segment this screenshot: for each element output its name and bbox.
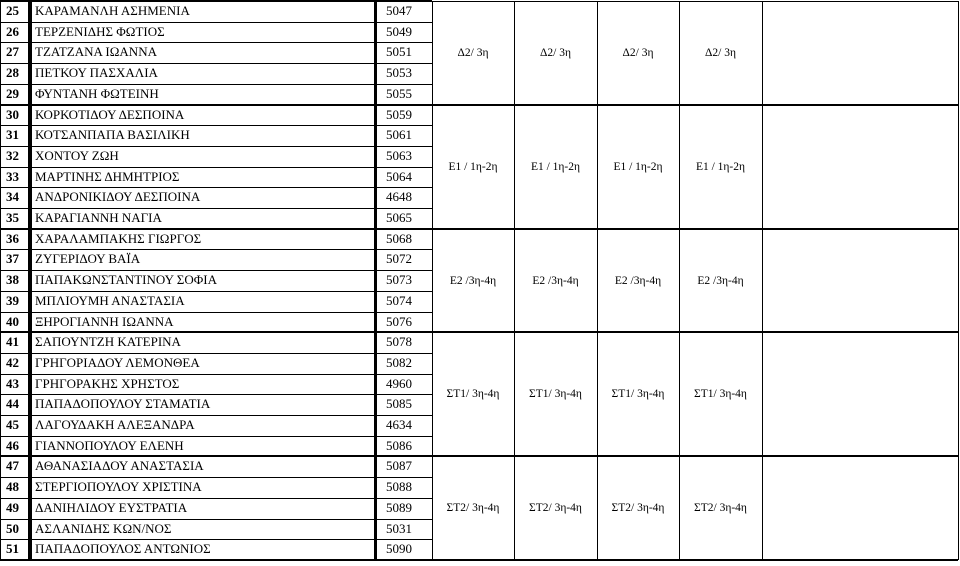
row-gridline [0,167,432,168]
col-gridline [514,1,515,560]
row-gridline [0,270,432,271]
row-number: 40 [6,313,19,329]
student-name: ΑΝΔΡΟΝΙΚΙΔΟΥ ΔΕΣΠΟΙΝΑ [35,189,201,205]
row-number: 46 [6,437,19,453]
row-gridline [0,455,432,457]
row-gridline [0,22,432,23]
row-gridline [0,331,432,333]
row-number: 43 [6,375,19,391]
row-number: 31 [6,127,19,143]
student-name: ΧΟΝΤΟΥ ΖΩΗ [35,147,119,163]
group-gridline [432,332,958,333]
row-number: 44 [6,396,19,412]
student-code: 5074 [386,292,412,308]
student-name: ΖΥΓΕΡΙΔΟΥ ΒΑΪΑ [35,251,141,267]
class-slot-cell: Ε2 /3η-4η [697,274,744,287]
student-name: ΑΘΑΝΑΣΙΑΔΟΥ ΑΝΑΣΤΑΣΙΑ [35,458,204,474]
col-gridline [679,1,680,560]
row-gridline [0,394,432,395]
student-name: ΛΑΓΟΥΔΑΚΗ ΑΛΕΞΑΝΔΡΑ [35,417,195,432]
class-slot-cell: Ε1 / 1η-2η [613,161,663,173]
student-name: ΞΗΡΟΓΙΑΝΝΗ ΙΩΑΝΝΑ [35,313,174,329]
student-code: 5063 [386,147,412,163]
student-code: 5073 [386,272,412,288]
group-gridline [432,559,958,561]
student-name: ΚΑΡΑΓΙΑΝΝΗ ΝΑΓΙΑ [35,210,162,225]
student-code: 5089 [386,499,412,515]
student-name: ΔΑΝΙΗΛΙΔΟΥ ΕΥΣΤΡΑΤΙΑ [35,499,188,515]
class-slot-cell: Δ2/ 3η [705,47,736,59]
student-name: ΣΑΠΟΥΝΤΖΗ ΚΑΤΕΡΙΝΑ [35,334,181,350]
student-code: 5088 [386,479,412,495]
row-number: 32 [6,147,19,163]
student-code: 5086 [386,437,412,453]
student-name: ΜΑΡΤΙΝΗΣ ΔΗΜΗΤΡΙΟΣ [35,168,180,184]
row-gridline [0,477,432,478]
row-number: 25 [6,3,19,18]
row-gridline [0,0,432,2]
group-gridline [432,105,958,106]
row-number: 51 [6,541,19,557]
student-code: 5068 [386,230,412,246]
class-slot-cell: Ε2 /3η-4η [614,274,662,287]
student-code: 5076 [386,313,412,329]
student-name: ΜΠΛΙΟΥΜΗ ΑΝΑΣΤΑΣΙΑ [35,292,185,308]
class-slot-cell: ΣΤ1/ 3η-4η [611,388,665,400]
class-slot-cell: Ε2 /3η-4η [449,274,497,287]
col-gridline [0,1,1,560]
row-number: 28 [6,65,19,81]
student-name: ΠΑΠΑΚΩΝΣΤΑΝΤΙΝΟΥ ΣΟΦΙΑ [35,272,217,288]
col-gridline [762,1,763,560]
col-gridline [958,1,959,560]
row-number: 30 [6,106,19,122]
student-name: ΠΑΠΑΔΟΠΟΥΛΟΥ ΣΤΑΜΑΤΙΑ [35,396,211,412]
row-gridline [0,125,432,126]
class-slot-cell: Ε1 / 1η-2η [530,161,581,173]
student-name: ΓΙΑΝΝΟΠΟΥΛΟΥ ΕΛΕΝΗ [35,437,184,453]
row-gridline [0,104,432,106]
col-gridline [597,1,598,560]
row-number: 42 [6,354,19,370]
row-number: 45 [6,417,19,432]
student-code: 5055 [386,85,412,101]
row-gridline [0,187,432,188]
row-number: 34 [6,189,19,205]
student-name: ΓΡΗΓΟΡΙΑΔΟΥ ΛΕΜΟΝΘΕΑ [35,354,200,370]
student-code: 4634 [386,417,412,432]
row-gridline [0,498,432,499]
student-name: ΠΑΠΑΔΟΠΟΥΛΟΣ ΑΝΤΩΝΙΟΣ [35,541,211,557]
row-gridline [0,84,432,85]
row-number: 48 [6,479,19,495]
class-slot-cell: ΣΤ2/ 3η-4η [446,502,500,514]
student-code: 5051 [386,44,412,60]
row-number: 38 [6,272,19,288]
student-code: 5047 [386,3,412,18]
row-gridline [0,291,432,292]
class-slot-cell: Δ2/ 3η [540,47,571,59]
row-number: 27 [6,44,19,60]
row-number: 29 [6,85,19,101]
row-number: 49 [6,499,19,515]
student-name: ΤΕΡΖΕΝΙΔΗΣ ΦΩΤΙΟΣ [35,23,165,39]
row-gridline [0,539,432,540]
row-gridline [0,42,432,43]
group-gridline [432,456,958,457]
student-name: ΤΖΑΤΖΑΝΑ ΙΩΑΝΝΑ [35,44,157,60]
row-gridline [0,146,432,147]
student-code: 4960 [386,375,412,391]
row-number: 47 [6,458,19,474]
row-number: 33 [6,168,19,184]
row-gridline [0,63,432,64]
student-code: 5064 [386,168,412,184]
student-code: 4648 [386,189,412,205]
student-code: 5078 [386,334,412,350]
class-slot-cell: Δ2/ 3η [622,47,654,59]
group-gridline [432,229,958,230]
class-slot-cell: ΣΤ2/ 3η-4η [694,502,747,514]
row-gridline [0,312,432,313]
row-number: 26 [6,23,19,39]
student-code: 5082 [386,354,412,370]
row-number: 35 [6,210,19,225]
row-gridline [0,228,432,230]
row-gridline [0,353,432,354]
row-gridline [0,436,432,437]
student-code: 5065 [386,210,412,225]
row-number: 37 [6,251,19,267]
class-slot-cell: Ε1 / 1η-2η [695,161,746,173]
row-number: 41 [6,334,19,350]
class-slot-cell: ΣΤ1/ 3η-4η [694,388,747,400]
student-name: ΣΤΕΡΓΙΟΠΟΥΛΟΥ ΧΡΙΣΤΙΝΑ [35,479,202,495]
student-name: ΚΑΡΑΜΑΝΛΗ ΑΣΗΜΕΝΙΑ [35,3,190,18]
row-gridline [0,519,432,520]
student-code: 5031 [386,520,412,536]
row-number: 50 [6,520,19,536]
class-slot-cell: ΣΤ1/ 3η-4η [446,388,500,400]
student-name: ΑΣΛΑΝΙΔΗΣ ΚΩΝ/ΝΟΣ [35,520,172,536]
student-name: ΚΟΤΣΑΝΠΑΠΑ ΒΑΣΙΛΙΚΗ [35,127,190,143]
student-name: ΓΡΗΓΟΡΑΚΗΣ ΧΡΗΣΤΟΣ [35,375,180,391]
row-gridline [0,374,432,375]
student-name: ΧΑΡΑΛΑΜΠΑΚΗΣ ΓΙΩΡΓΟΣ [35,230,202,246]
row-gridline [0,249,432,250]
class-slot-cell: Ε2 /3η-4η [532,274,579,287]
row-number: 36 [6,230,19,246]
student-code: 5049 [386,23,412,39]
student-code: 5087 [386,458,412,474]
row-gridline [0,559,432,561]
class-slot-cell: ΣΤ1/ 3η-4η [529,388,582,400]
class-slot-cell: ΣΤ2/ 3η-4η [611,502,665,514]
student-name: ΚΟΡΚΟΤΙΔΟΥ ΔΕΣΠΟΙΝΑ [35,106,185,122]
student-code: 5059 [386,106,412,122]
class-slot-cell: ΣΤ2/ 3η-4η [529,502,582,514]
name-column-frame [374,1,377,560]
student-name: ΦΥΝΤΑΝΗ ΦΩΤΕΙΝΗ [35,85,159,101]
student-code: 5085 [386,396,412,412]
class-slot-cell: Ε1 / 1η-2η [448,161,498,173]
group-gridline [432,1,958,2]
row-number: 39 [6,292,19,308]
student-name: ΠΕΤΚΟΥ ΠΑΣΧΑΛΙΑ [35,65,158,81]
row-gridline [0,415,432,416]
student-code: 5053 [386,65,412,81]
row-gridline [0,208,432,209]
student-code: 5090 [386,541,412,557]
class-slot-cell: Δ2/ 3η [457,47,489,59]
student-code: 5072 [386,251,412,267]
name-column-frame [29,1,32,560]
student-code: 5061 [386,127,412,143]
